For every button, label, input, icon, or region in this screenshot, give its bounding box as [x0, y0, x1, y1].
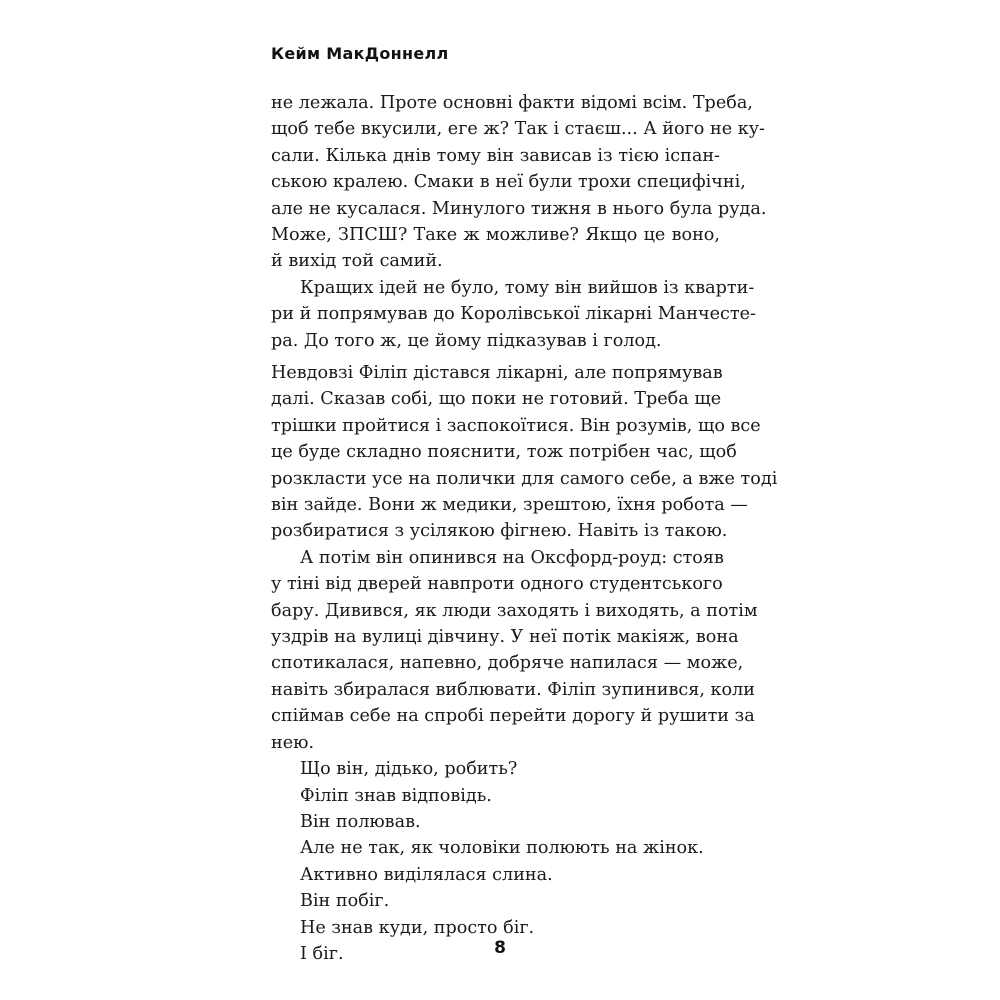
text-line: нею.: [271, 732, 315, 753]
text-line: спіймав себе на спробі перейти дорогу й рушити за: [271, 706, 755, 727]
text-line: Філіп знав відповідь.: [300, 785, 492, 806]
text-line: Кращих ідей не було, тому він вийшов із кварти-: [300, 277, 755, 298]
text-line: це буде складно пояснити, тож потрібен час, щоб: [271, 442, 737, 463]
text-line: ра. До того ж, це йому підказував і голод.: [271, 330, 662, 351]
text-line: далі. Сказав собі, що поки не готовий. Треба ще: [271, 389, 722, 410]
text-line: бару. Дивився, як люди заходять і виходять, а потім: [271, 600, 758, 621]
text-line: спотикалася, напевно, добряче напилася — може,: [271, 653, 744, 674]
text-line: але не кусалася. Минулого тижня в нього була руда.: [271, 198, 767, 219]
text-line: трішки пройтися і заспокоїтися. Він розумів, що все: [271, 415, 761, 436]
text-line: Він полював.: [300, 811, 421, 832]
text-line: розбиратися з усілякою фігнею. Навіть із такою.: [271, 521, 728, 542]
text-line: Невдовзі Філіп дістався лікарні, але попрямував: [271, 363, 723, 383]
text-line: Не знав куди, просто біг.: [300, 917, 535, 938]
text-line: й вихід той самий.: [271, 251, 443, 272]
text-line: щоб тебе вкусили, еге ж? Так і стаєш... А його не ку-: [271, 119, 765, 140]
running-header-author: Кейм МакДоннелл: [271, 44, 449, 63]
text-line: навіть збиралася виблювати. Філіп зупинився, коли: [271, 679, 756, 700]
text-line: Активно виділялася слина.: [300, 864, 553, 885]
paragraph-section-2: [271, 360, 778, 967]
text-line: уздрів на вулиці дівчину. У неї потік макіяж, вона: [271, 627, 739, 648]
page-number: 8: [494, 938, 506, 958]
paragraph-section-1: [271, 90, 767, 354]
text-line: сали. Кілька днів тому він зависав із тією іспан-: [271, 145, 720, 166]
text-line: І біг.: [300, 943, 344, 964]
text-line: він зайде. Вони ж медики, зрештою, їхня робота —: [271, 495, 748, 516]
text-line: розкласти усе на полички для самого себе, а вже тоді: [271, 468, 778, 489]
text-line: Може, ЗПСШ? Таке ж можливе? Якщо це воно,: [271, 225, 720, 246]
text-line: у тіні від дверей навпроти одного студентського: [271, 574, 723, 595]
text-line: Він побіг.: [300, 891, 390, 912]
text-line: ською кралею. Смаки в неї були трохи специфічні,: [271, 172, 746, 193]
text-line: Що він, дідько, робить?: [300, 759, 518, 780]
text-line: не лежала. Проте основні факти відомі всім. Треба,: [271, 93, 753, 113]
text-line: ри й попрямував до Королівської лікарні Манчесте-: [271, 304, 756, 325]
text-line: Але не так, як чоловіки полюють на жінок.: [300, 838, 704, 859]
text-line: А потім він опинився на Оксфорд-роуд: стояв: [300, 547, 724, 568]
